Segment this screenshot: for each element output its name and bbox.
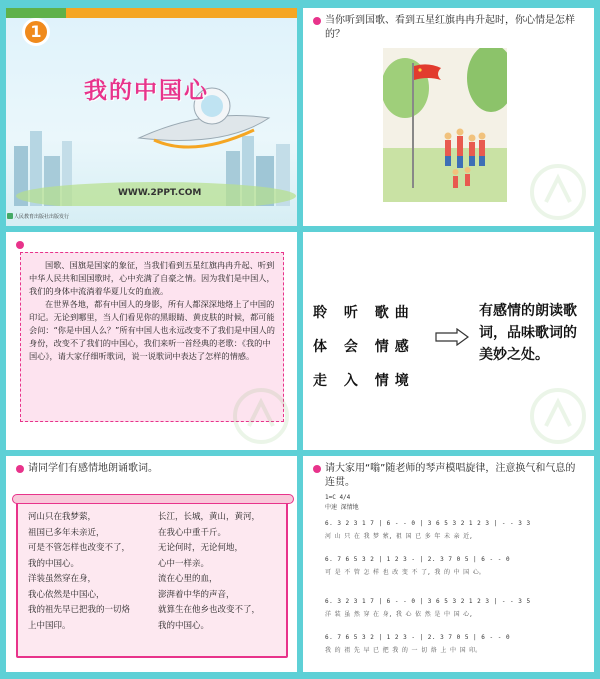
lyric-line: 我的中国心。 [158,620,210,631]
page-title: 我的中国心 [84,78,209,104]
lyrics-top-bar [12,494,294,504]
lyric-line: 可是不管怎样也改变不了， [28,543,131,553]
slide-5-lyrics[interactable] [6,456,297,672]
bullet-icon [313,17,321,25]
lyric-line: 我的中国心。 [28,558,80,569]
lyric-line: 河山只在我梦萦， [28,512,97,522]
notation-row [325,634,581,654]
slide-2-question[interactable] [303,8,594,226]
website-label: WWW.2PPT.COM [118,188,202,198]
lyrics-column-2 [158,510,260,634]
slide-1-title[interactable] [6,8,297,226]
notation-words: 河 山 只 在 我 梦 萦, 祖 国 已 多 年 未 亲 近, [325,533,473,540]
bullet-icon [16,241,24,249]
watermark-icon [528,162,588,222]
notation-row [325,520,581,540]
lyric-line: 长江，长城，黄山，黄河， [158,512,261,522]
intro-paragraph-1: 国歌、国旗是国家的象征，当我们看到五星红旗冉冉升起、听到中华人民共和国国歌时，心中充满了自豪之情。因为我们是中国人，我们的身体中流淌着华夏儿女的血液。 [29,260,275,296]
goal-summary: 有感情的朗读歌词，品味歌词的美妙之处。 [479,303,577,363]
goal-item: 体 会 情感 [313,339,415,355]
lyrics-heading-text: 请同学们有感情地朗诵歌词。 [28,463,158,474]
publisher-label: 人民教育出版社出版发行 [14,214,70,220]
slide-6-sheet-music[interactable] [303,456,594,672]
question-text: 当你听到国歌、看到五星红旗冉冉升起时，你心情是怎样的？ [325,15,575,40]
notation-words: 可 是 不 管 怎 样 也 改 变 不 了, 我 的 中 国 心。 [325,569,485,576]
notation-numbers: 6. 7 6 5 3 2 | 1 2 3 - | 2. 3 7 0 5 | 6 - - 0 [325,556,511,563]
flag-raising-illustration [383,48,507,202]
slide-3-intro[interactable] [6,232,297,450]
number-badge: 1 [22,18,50,46]
publisher-logo-icon [7,213,13,219]
music-tempo: 中速 深情地 [325,504,359,511]
top-bar [6,8,297,18]
arrow-right-icon [435,328,469,346]
lyric-line: 流在心里的血， [158,574,218,584]
notation-row [325,556,581,576]
notation-words: 洋 装 虽 然 穿 在 身, 我 心 依 然 是 中 国 心, [325,611,473,618]
lyric-line: 我的祖先早已把我的一切烙 [28,605,131,615]
goal-list [313,296,415,398]
music-key: 1=C 4/4 [325,494,351,501]
watermark-icon [528,386,588,446]
question-heading [313,14,585,42]
lyrics-heading [16,462,288,476]
goal-item: 聆 听 歌曲 [313,305,415,321]
goal-item: 走 入 情境 [313,373,415,389]
lyric-line: 无论何时，无论何地， [158,543,244,553]
lyric-line: 就算生在他乡也改变不了， [158,605,261,615]
watermark-icon [231,386,291,446]
lyric-line: 祖国已多年未亲近， [28,527,105,538]
lyric-line: 上中国印。 [28,620,71,631]
lyric-line: 在我心中重千斤。 [158,527,227,538]
notation-row [325,598,581,618]
notation-words: 我 的 祖 先 早 已 把 我 的 一 切 烙 上 中 国 印。 [325,647,482,654]
notation-numbers: 6. 3 2 3 1 7 | 6 - - 0 | 3 6 5 3 2 1 2 3 | - - 3 3 [325,520,531,527]
music-heading-text: 请大家用“嗡”随老师的琴声模唱旋律，注意换气和气息的连贯。 [325,463,576,488]
notation-numbers: 6. 3 2 3 1 7 | 6 - - 0 | 3 6 5 3 2 1 2 3 | - - 3 5 [325,598,531,605]
music-heading [313,462,585,490]
lyric-line: 洋装虽然穿在身， [28,574,97,584]
notation-numbers: 6. 7 6 5 3 2 | 1 2 3 - | 2. 3 7 0 5 | 6 - - 0 [325,634,511,641]
slide-4-goals[interactable] [303,232,594,450]
bullet-icon [313,465,321,473]
lyric-line: 我心依然是中国心， [28,589,105,600]
intro-paragraph-2: 在世界各地，都有中国人的身影，所有人都深深地烙上了中国的印记。无论到哪里，当人们看见你的黑眼睛、黄皮肤的时候，都可能会问：“你是中国人么？”所有中国人也永远改变不了我们是中国人的身份，改变不了我们的中国心，我们来听一首经典的老歌：《我的中国心》，请大家仔细听歌词，说一说歌词中表达了怎样的情感。 [29,299,275,361]
lyrics-column-1 [28,510,130,634]
bullet-icon [16,465,24,473]
lyric-line: 心中一样亲。 [158,558,210,569]
lyric-line: 澎湃着中华的声音， [158,589,235,600]
